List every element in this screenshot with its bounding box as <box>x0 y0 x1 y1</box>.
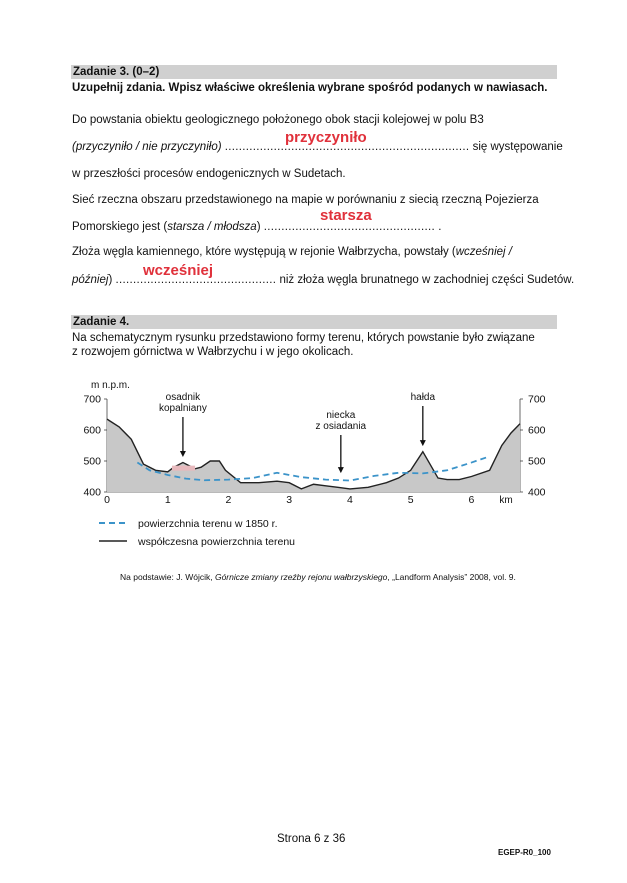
s3-option-1: wcześniej / <box>455 246 512 258</box>
task4-line2: z rozwojem górnictwa w Wałbrzychu i w jego okolicach. <box>72 346 354 358</box>
s3-pre: Złoża węgla kamiennego, które występują w rejonie Wałbrzycha, powstały ( <box>72 246 456 258</box>
s3-close: ) <box>108 274 116 286</box>
s3-option-2: później <box>72 274 109 286</box>
y-tick-label-right: 700 <box>528 393 546 406</box>
s1-handwritten-answer: przyczyniło <box>285 129 367 146</box>
page-number: Strona 6 z 36 <box>277 833 346 845</box>
task4-header-bar <box>71 315 557 329</box>
exam-code: EGEP-R0_100 <box>498 848 551 857</box>
s1-line1: Do powstania obiektu geologicznego położonego obok stacji kolejowej w polu B3 <box>72 114 484 126</box>
annotation-arrow-head <box>180 451 186 457</box>
y-tick-label-left: 500 <box>83 455 101 468</box>
terrain-profile-chart <box>60 372 560 512</box>
annotation-label-line1: hałda <box>410 392 436 403</box>
y-tick-label-left: 400 <box>83 486 101 499</box>
s2-end: . <box>435 221 442 233</box>
x-tick-label: 1 <box>164 494 171 506</box>
legend-solid-label: współczesna powierzchnia terenu <box>138 536 296 548</box>
task3-instruction: Uzupełnij zdania. Wpisz właściwe określenia wybrane spośród podanych w nawiasach. <box>72 82 548 94</box>
s1-after: się występowanie <box>469 141 563 153</box>
annotation-label-line1: osadnik <box>165 392 201 403</box>
x-axis-label: km <box>499 495 513 506</box>
s2-options: starsza / młodsza <box>167 221 257 233</box>
s3-line1 <box>72 245 512 259</box>
s3-handwritten-answer: wcześniej <box>143 262 214 279</box>
x-tick-label: 5 <box>407 494 414 506</box>
source-citation <box>120 570 516 584</box>
source-pre: Na podstawie: J. Wójcik, <box>120 572 215 582</box>
y-tick-label-left: 700 <box>83 393 101 406</box>
annotation-label-line2: z osiadania <box>315 421 367 432</box>
terrain-fill <box>107 419 520 492</box>
y-axis-label: m n.p.m. <box>91 380 130 391</box>
task3-header-bar <box>71 65 557 79</box>
y-tick-label-left: 600 <box>83 424 101 437</box>
s3-answer-blank[interactable]: .............................................. <box>115 274 277 286</box>
y-tick-label-right: 500 <box>528 455 546 468</box>
legend-swatches <box>97 516 127 546</box>
annotation-label-line1: niecka <box>326 410 356 421</box>
task4-line1: Na schematycznym rysunku przedstawiono formy terenu, których powstanie było związane <box>72 332 535 344</box>
x-tick-label: 6 <box>468 494 475 506</box>
settling-pond-mark <box>172 466 195 471</box>
s1-options: (przyczyniło / nie przyczyniło) <box>72 141 222 153</box>
s2-line1: Sieć rzeczna obszaru przedstawionego na mapie w porównaniu z siecią rzeczną Pojezierza <box>72 194 539 206</box>
y-tick-label-right: 600 <box>528 424 546 437</box>
s1-line3: w przeszłości procesów endogenicznych w Sudetach. <box>72 168 346 180</box>
s1-answer-blank[interactable]: ...................................................................... <box>224 141 470 153</box>
task4-header: Zadanie 4. <box>73 316 130 328</box>
task3-header: Zadanie 3. (0–2) <box>73 66 160 78</box>
annotation-arrow-head <box>420 440 426 446</box>
annotation-label-line2: kopalniany <box>159 403 207 414</box>
s2-answer-blank[interactable]: ................................................. <box>263 221 436 233</box>
annotation-arrow-head <box>338 467 344 473</box>
source-title: Górnicze zmiany rzeźby rejonu wałbrzyskiego <box>214 572 388 582</box>
x-tick-label: 0 <box>104 494 110 506</box>
x-tick-label: 3 <box>286 494 293 506</box>
legend-dashed-label: powierzchnia terenu w 1850 r. <box>138 518 278 530</box>
s3-after: niż złoża węgla brunatnego w zachodniej części Sudetów. <box>276 274 575 286</box>
s2-post: ) <box>256 221 264 233</box>
y-tick-label-right: 400 <box>528 486 546 499</box>
s2-handwritten-answer: starsza <box>320 207 372 224</box>
x-tick-label: 2 <box>225 494 232 506</box>
x-tick-label: 4 <box>347 494 353 506</box>
source-post: , „Landform Analysis” 2008, vol. 9. <box>387 572 516 582</box>
s2-line2 <box>72 220 441 234</box>
s2-pre: Pomorskiego jest ( <box>72 221 168 233</box>
